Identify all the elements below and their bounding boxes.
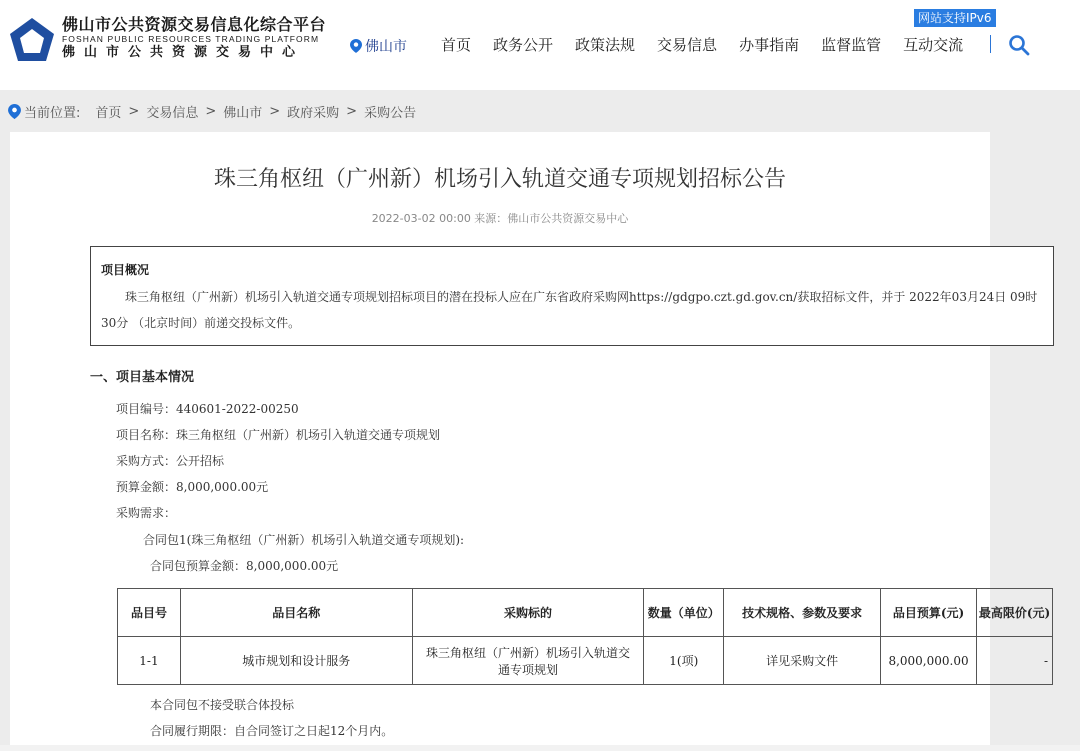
table-header: 品目名称 [180, 589, 412, 637]
ipv6-badge: 网站支持IPv6 [914, 9, 996, 27]
table-cell: 8,000,000.00 [881, 637, 977, 685]
table-cell: - [977, 637, 1053, 685]
table-cell: 1-1 [118, 637, 181, 685]
nav-guide[interactable]: 办事指南 [739, 36, 800, 54]
search-icon[interactable] [1008, 34, 1030, 56]
breadcrumb-separator: > [269, 104, 281, 119]
location-pin-icon [350, 39, 362, 53]
bottom-status-bar [0, 745, 1080, 751]
table-row [118, 637, 1053, 685]
location-selector[interactable] [350, 36, 407, 56]
nav-trade-info[interactable]: 交易信息 [657, 36, 718, 54]
breadcrumb-label: 当前位置: [24, 106, 81, 121]
note-no-consortium: 本合同包不接受联合体投标 [150, 698, 295, 712]
breadcrumb [8, 102, 416, 121]
section-title: 一、项目基本情况 [90, 370, 195, 385]
nav-divider [990, 35, 991, 53]
breadcrumb-procurement-notice[interactable]: 采购公告 [364, 106, 417, 121]
article-title: 珠三角枢纽（广州新）机场引入轨道交通专项规划招标公告 [213, 167, 786, 192]
note-contract-period: 合同履行期限：自合同签订之日起12个月内。 [150, 724, 394, 738]
budget-amount: 预算金额：8,000,000.00元 [116, 480, 269, 494]
contract-package: 合同包1(珠三角枢纽（广州新）机场引入轨道交通专项规划): [143, 533, 465, 547]
table-header-row [118, 589, 1053, 637]
article-meta: 2022-03-02 00:00 来源：佛山市公共资源交易中心 [371, 212, 629, 225]
brand-title: 佛山市公共资源交易信息化综合平台 [62, 15, 327, 34]
table-cell: 城市规划和设计服务 [180, 637, 412, 685]
items-table [117, 588, 1053, 685]
nav-home[interactable]: 首页 [441, 36, 472, 54]
table-cell: 珠三角枢纽（广州新）机场引入轨道交通专项规划 [412, 637, 644, 685]
overview-title: 项目概况 [101, 263, 150, 277]
overview-text: 珠三角枢纽（广州新）机场引入轨道交通专项规划招标项目的潜在投标人应在广东省政府采购网https://gdgpo.czt.gd.gov.cn/获取招标文件，并于 2022年03月24日 09时30分 （北京时间）前递交投标文件。 [101, 290, 1038, 330]
table-cell: 详见采购文件 [724, 637, 881, 685]
nav-gov-affairs[interactable]: 政务公开 [493, 36, 554, 54]
brand[interactable] [62, 16, 326, 61]
main-nav [441, 34, 985, 55]
project-number: 项目编号：440601-2022-00250 [116, 402, 299, 416]
brand-subtitle: 佛山市公共资源交易中心 [62, 45, 305, 60]
location-pin-icon [8, 104, 21, 119]
table-header: 技术规格、参数及要求 [724, 589, 881, 637]
nav-policy[interactable]: 政策法规 [575, 36, 636, 54]
table-header: 品目号 [118, 589, 181, 637]
procurement-method: 采购方式：公开招标 [116, 454, 225, 468]
project-overview-box [90, 246, 1054, 346]
breadcrumb-separator: > [128, 104, 140, 119]
pentagon-logo-icon[interactable] [8, 16, 56, 64]
nav-supervision[interactable]: 监督监管 [821, 36, 882, 54]
table-cell: 1(项) [644, 637, 724, 685]
table-header: 最高限价(元) [977, 589, 1053, 637]
table-header: 采购标的 [412, 589, 644, 637]
project-name: 项目名称：珠三角枢纽（广州新）机场引入轨道交通专项规划 [116, 428, 441, 442]
brand-english: FOSHAN PUBLIC RESOURCES TRADING PLATFORM [62, 34, 320, 44]
article-card [10, 132, 1051, 751]
breadcrumb-home[interactable]: 首页 [95, 106, 122, 121]
site-header [0, 0, 1080, 90]
table-header: 品目预算(元) [881, 589, 977, 637]
nav-interaction[interactable]: 互动交流 [903, 36, 964, 54]
table-header: 数量（单位） [644, 589, 724, 637]
breadcrumb-separator: > [346, 104, 358, 119]
demand-label: 采购需求： [116, 506, 177, 520]
location-label: 佛山市 [365, 39, 407, 55]
breadcrumb-trade-info[interactable]: 交易信息 [146, 106, 199, 121]
package-budget: 合同包预算金额：8,000,000.00元 [150, 559, 339, 573]
breadcrumb-foshan[interactable]: 佛山市 [223, 106, 263, 121]
breadcrumb-separator: > [205, 104, 217, 119]
breadcrumb-gov-procurement[interactable]: 政府采购 [287, 106, 340, 121]
